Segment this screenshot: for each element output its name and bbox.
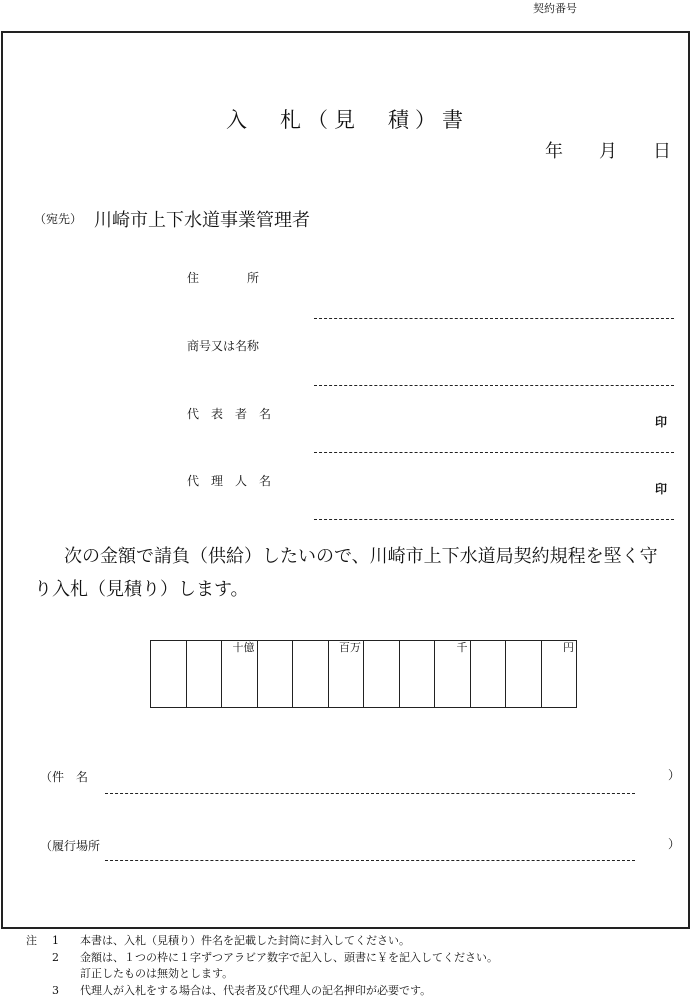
note-text: 代理人が入札をする場合は、代表者及び代理人の記名押印が必要です。 — [80, 983, 431, 999]
amount-box[interactable] — [399, 641, 435, 708]
page-title: 入 札（見 積）書 — [0, 104, 695, 134]
bid-statement: 次の金額で請負（供給）したいので、川崎市上下水道局契約規程を堅く守り入札（見積り）します。 — [34, 540, 674, 606]
note-number: 1 — [52, 933, 80, 950]
note-text: 金額は、１つの枠に１字ずつアラビア数字で記入し、頭書に￥を記入してください。 — [80, 950, 498, 967]
date-field[interactable]: 年 月 日 — [545, 137, 671, 163]
amount-box[interactable] — [506, 641, 542, 708]
addressee-prefix: （宛先） — [34, 210, 82, 227]
subject-label: （件 名 — [40, 768, 88, 785]
amount-box[interactable] — [470, 641, 506, 708]
amount-box[interactable]: 円 — [541, 641, 577, 708]
representative-label: 代 表 者 名 — [187, 405, 271, 422]
note-item — [26, 983, 498, 999]
note-mark: 注 — [26, 933, 52, 950]
form-frame — [1, 31, 690, 929]
location-line[interactable] — [105, 860, 635, 861]
agent-label: 代 理 人 名 — [187, 472, 271, 489]
amount-box[interactable] — [293, 641, 329, 708]
address-line[interactable] — [314, 318, 674, 319]
amount-table — [150, 640, 577, 708]
amount-box[interactable]: 百万 — [328, 641, 364, 708]
addressee-name: 川崎市上下水道事業管理者 — [94, 206, 310, 232]
note-item — [26, 966, 498, 983]
amount-box[interactable] — [151, 641, 187, 708]
note-text: 本書は、入札（見積り）件名を記載した封筒に封入してください。 — [80, 933, 410, 950]
note-item — [26, 933, 498, 950]
contract-number-label: 契約番号 — [533, 0, 577, 16]
amount-box[interactable] — [364, 641, 400, 708]
amount-box[interactable]: 十億 — [222, 641, 258, 708]
company-name-label: 商号又は名称 — [187, 337, 259, 354]
note-number: 3 — [52, 983, 80, 999]
agent-seal: 印 — [655, 480, 667, 497]
subject-close: ） — [668, 766, 680, 783]
agent-line[interactable] — [314, 519, 674, 520]
subject-line[interactable] — [105, 793, 635, 794]
location-close: ） — [668, 835, 680, 852]
location-label: （履行場所 — [40, 837, 100, 854]
note-text: 訂正したものは無効とします。 — [80, 966, 233, 983]
amount-box[interactable] — [186, 641, 222, 708]
representative-seal: 印 — [655, 413, 667, 430]
amount-box[interactable] — [257, 641, 293, 708]
amount-box[interactable]: 千 — [435, 641, 471, 708]
notes — [26, 933, 498, 999]
note-item — [26, 950, 498, 967]
address-label: 住 所 — [187, 269, 259, 286]
representative-line[interactable] — [314, 452, 674, 453]
note-number: 2 — [52, 950, 80, 967]
note-number — [52, 966, 80, 983]
company-name-line[interactable] — [314, 385, 674, 386]
